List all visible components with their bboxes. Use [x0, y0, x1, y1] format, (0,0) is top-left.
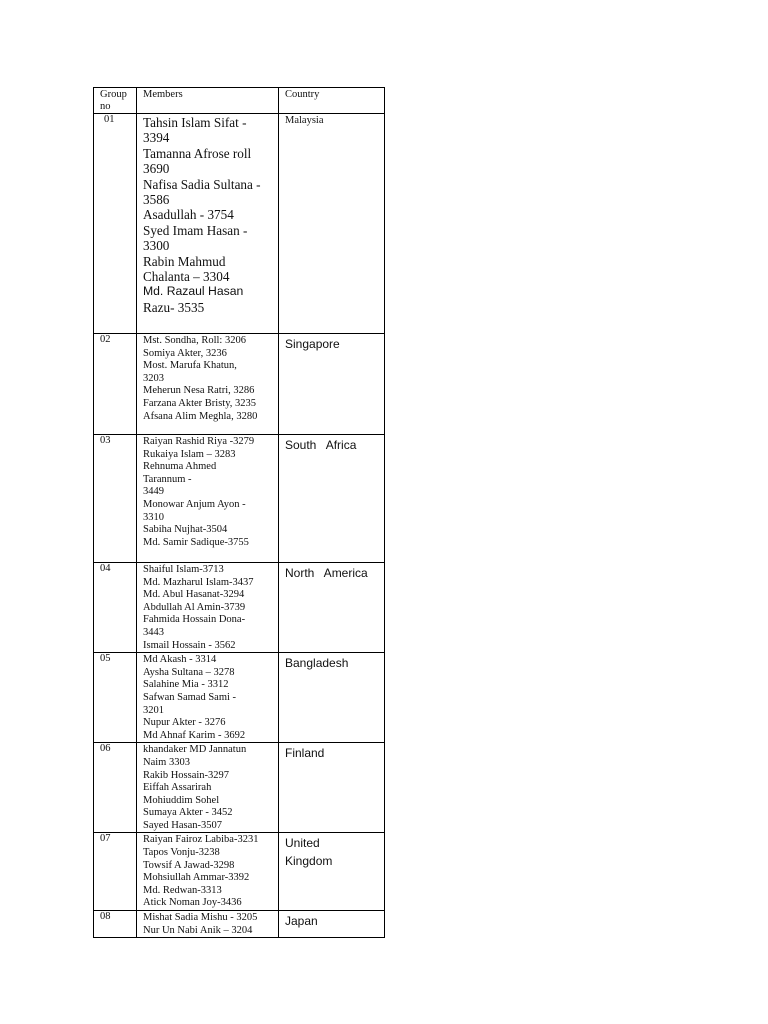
country-name: South Africa	[285, 438, 357, 452]
group-number-cell	[94, 334, 137, 435]
member-line: Ismail Hossain - 3562	[143, 639, 236, 651]
member-line: Meherun Nesa Ratri, 3286	[143, 385, 255, 397]
member-line: Rakib Hossain-3297	[143, 769, 230, 781]
members-cell	[137, 911, 279, 938]
members-cell	[137, 563, 279, 653]
member-line: Rehnuma Ahmed	[143, 461, 217, 473]
table-row	[94, 563, 385, 653]
member-line: Farzana Akter Bristy, 3235	[143, 397, 257, 409]
member-line: Tahsin Islam Sifat -	[143, 115, 247, 130]
country-name: Bangladesh	[285, 656, 349, 671]
members-list	[137, 653, 278, 742]
member-line: 3310	[143, 511, 164, 523]
member-line: Sayed Hasan-3507	[143, 819, 223, 831]
member-line: Md. Mazharul Islam-3437	[143, 576, 254, 588]
members-cell	[137, 114, 279, 334]
group-number: 01	[104, 114, 115, 125]
group-number-cell	[94, 833, 137, 911]
members-cell	[137, 653, 279, 743]
member-line: Safwan Samad Sami -	[143, 691, 237, 703]
members-list	[137, 743, 278, 832]
table-row	[94, 833, 385, 911]
group-number: 08	[100, 911, 111, 923]
group-number-cell	[94, 114, 137, 334]
member-line: Nafisa Sadia Sultana -	[143, 176, 261, 192]
member-line: Chalanta – 3304	[143, 269, 230, 285]
members-list	[137, 334, 278, 423]
member-line: Md. Abul Hasanat-3294	[143, 589, 245, 601]
country-cell	[279, 743, 385, 833]
member-line: 3394	[143, 130, 170, 146]
members-list	[137, 911, 278, 937]
country-cell	[279, 911, 385, 938]
table-row	[94, 334, 385, 435]
member-line: Most. Marufa Khatun,	[143, 360, 237, 372]
members-list	[137, 563, 278, 652]
member-line: 3586	[143, 192, 170, 208]
member-line: Md Ahnaf Karim - 3692	[143, 729, 246, 741]
member-line: Mishat Sadia Mishu - 3205	[143, 912, 258, 924]
member-line: Mst. Sondha, Roll: 3206	[143, 335, 246, 346]
member-line: Naim 3303	[143, 756, 190, 768]
members-list	[137, 833, 278, 910]
member-line: Aysha Sultana – 3278	[143, 666, 235, 678]
member-line: Atick Noman Joy-3436	[143, 897, 242, 909]
member-line: Raiyan Rashid Riya -3279	[143, 436, 255, 447]
member-line: Md Akash - 3314	[143, 654, 217, 666]
country-cell	[279, 563, 385, 653]
country-cell	[279, 114, 385, 334]
group-number: 07	[100, 833, 111, 845]
table-row	[94, 653, 385, 743]
member-line: Mohiuddim Sohel	[143, 794, 220, 806]
group-number: 05	[100, 653, 111, 665]
member-line: Somiya Akter, 3236	[143, 347, 227, 359]
member-line: 3690	[143, 161, 170, 177]
table-row	[94, 114, 385, 334]
country-name: Japan	[285, 914, 318, 929]
table-row	[94, 911, 385, 938]
member-line: 3300	[143, 238, 170, 254]
member-line: Shaiful Islam-3713	[143, 564, 224, 575]
country-cell	[279, 833, 385, 911]
header-country: Country	[285, 89, 320, 100]
country-name: Singapore	[285, 337, 340, 351]
member-line: 3449	[143, 486, 164, 498]
member-line: Eiffah Assarirah	[143, 782, 212, 794]
country-cell	[279, 653, 385, 743]
country-name: United Kingdom	[285, 836, 333, 869]
group-number: 02	[100, 334, 111, 345]
member-line: Raiyan Fairoz Labiba-3231	[143, 834, 259, 846]
member-line: Nur Un Nabi Anik – 3204	[143, 924, 253, 936]
member-line: Md. Samir Sadique-3755	[143, 536, 249, 548]
header-group: Group no	[100, 89, 127, 112]
group-number-cell	[94, 743, 137, 833]
member-line: Afsana Alim Meghla, 3280	[143, 410, 258, 422]
group-number-cell	[94, 435, 137, 563]
group-number-cell	[94, 563, 137, 653]
header-group-cell	[94, 88, 137, 114]
group-number-cell	[94, 911, 137, 938]
members-cell	[137, 435, 279, 563]
country-name: North America	[285, 566, 368, 580]
country-name: Finland	[285, 746, 325, 761]
header-members-cell	[137, 88, 279, 114]
member-line: Tarannum -	[143, 473, 192, 485]
members-list	[137, 435, 278, 549]
member-line: Mohsiullah Ammar-3392	[143, 872, 250, 884]
country-cell	[279, 334, 385, 435]
member-line: Abdullah Al Amin-3739	[143, 601, 246, 613]
member-line: Razu- 3535	[143, 299, 205, 315]
member-line: 3201	[143, 704, 164, 716]
member-line: 3443	[143, 626, 164, 638]
group-number: 03	[100, 435, 111, 446]
header-country-cell	[279, 88, 385, 114]
member-line: Salahine Mia - 3312	[143, 679, 229, 691]
table-row	[94, 435, 385, 563]
member-line: Sabiha Nujhat-3504	[143, 524, 228, 536]
member-line: Rabin Mahmud	[143, 253, 226, 269]
group-number: 04	[100, 563, 111, 574]
table-row	[94, 743, 385, 833]
member-line: Monowar Anjum Ayon -	[143, 498, 246, 510]
member-line: Towsif A Jawad-3298	[143, 859, 235, 871]
members-cell	[137, 833, 279, 911]
member-line: khandaker MD Jannatun	[143, 744, 247, 756]
header-members: Members	[143, 89, 183, 100]
member-line: Md. Razaul Hasan	[143, 284, 244, 299]
member-line: Syed Imam Hasan -	[143, 222, 248, 238]
members-cell	[137, 334, 279, 435]
member-line: Rukaiya Islam – 3283	[143, 448, 236, 460]
members-list	[137, 114, 278, 315]
table-header-row	[94, 88, 385, 114]
members-cell	[137, 743, 279, 833]
member-line: 3203	[143, 372, 164, 384]
member-line: Tamanna Afrose roll	[143, 145, 252, 161]
group-number-cell	[94, 653, 137, 743]
member-line: Md. Redwan-3313	[143, 884, 222, 896]
member-line: Asadullah - 3754	[143, 207, 234, 223]
country-cell	[279, 435, 385, 563]
groups-table	[93, 87, 385, 938]
member-line: Tapos Vonju-3238	[143, 847, 220, 859]
member-line: Nupur Akter - 3276	[143, 717, 226, 729]
member-line: Sumaya Akter - 3452	[143, 807, 233, 819]
member-line: Fahmida Hossain Dona-	[143, 614, 246, 626]
country-name: Malaysia	[285, 115, 324, 126]
group-number: 06	[100, 743, 111, 755]
